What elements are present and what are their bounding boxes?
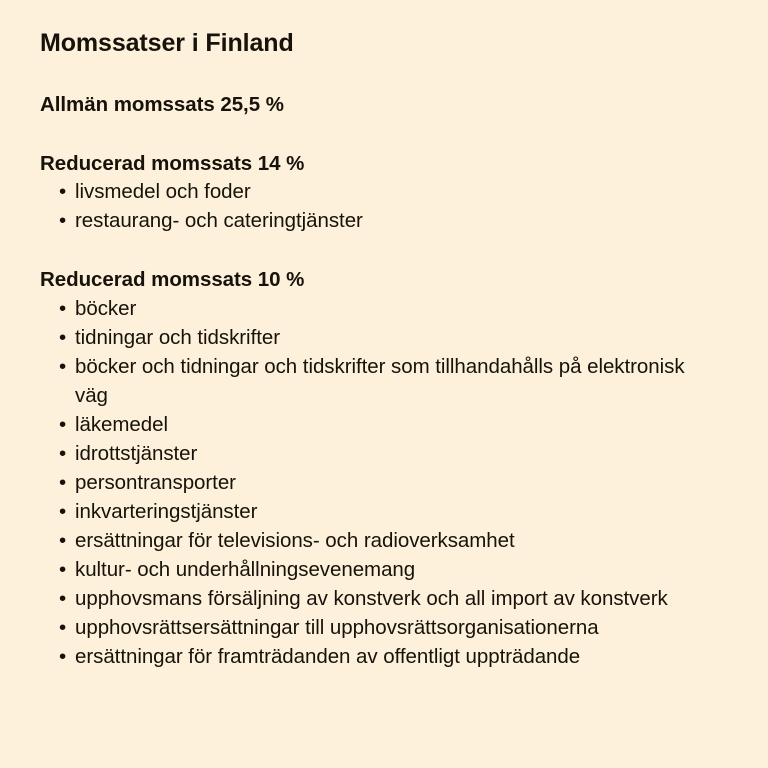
list-item <box>40 323 728 352</box>
list-item-label: upphovsmans försäljning av konstverk och all import av konstverk <box>75 586 668 610</box>
bullet-icon: • <box>59 354 67 378</box>
bullet-icon: • <box>59 470 67 494</box>
section-reduced-vat-10 <box>40 267 728 671</box>
item-list-reduced-10 <box>40 294 728 671</box>
bullet-icon: • <box>59 528 67 552</box>
bullet-icon: • <box>59 325 67 349</box>
list-item-label: kultur- och underhållningsevenemang <box>75 557 416 581</box>
bullet-icon: • <box>59 412 67 436</box>
list-item <box>40 410 728 439</box>
list-item-label: tidningar och tidskrifter <box>75 325 280 349</box>
list-item-label: livsmedel och foder <box>75 180 251 204</box>
section-general-vat-rate <box>40 92 728 118</box>
list-item-label: ersättningar för framträdanden av offentligt uppträdande <box>75 644 581 668</box>
list-item <box>40 294 728 323</box>
bullet-icon: • <box>59 296 67 320</box>
list-item <box>40 642 728 671</box>
section-heading-general: Allmän momssats 25,5 % <box>40 93 284 116</box>
bullet-icon: • <box>59 644 67 668</box>
bullet-icon: • <box>59 209 67 233</box>
list-item <box>40 352 728 410</box>
list-item-label: böcker <box>75 296 137 320</box>
list-item-label: inkvarteringstjänster <box>75 499 258 523</box>
section-heading-reduced-10: Reducerad momssats 10 % <box>40 268 305 292</box>
bullet-icon: • <box>59 499 67 523</box>
bullet-icon: • <box>59 441 67 465</box>
bullet-icon: • <box>59 557 67 581</box>
list-item <box>40 613 728 642</box>
list-item-label: ersättningar för televisions- och radioverksamhet <box>75 528 515 552</box>
bullet-icon: • <box>59 180 67 204</box>
list-item <box>40 177 728 206</box>
bullet-icon: • <box>59 615 67 639</box>
list-item-label: böcker och tidningar och tidskrifter som tillhandahålls på elektronisk väg <box>75 354 685 407</box>
list-item-label: persontransporter <box>75 470 236 494</box>
item-list-reduced-14 <box>40 177 728 235</box>
section-reduced-vat-14 <box>40 151 728 236</box>
list-item <box>40 468 728 497</box>
bullet-icon: • <box>59 586 67 610</box>
list-item <box>40 497 728 526</box>
page-title: Momssatser i Finland <box>40 29 294 57</box>
list-item-label: restaurang- och cateringtjänster <box>75 209 363 233</box>
list-item <box>40 439 728 468</box>
list-item-label: upphovsrättsersättningar till upphovsrättsorganisationerna <box>75 615 599 639</box>
list-item-label: läkemedel <box>75 412 168 436</box>
list-item <box>40 206 728 235</box>
list-item <box>40 584 728 613</box>
list-item-label: idrottstjänster <box>75 441 198 465</box>
section-heading-reduced-14: Reducerad momssats 14 % <box>40 151 305 175</box>
list-item <box>40 526 728 555</box>
list-item <box>40 555 728 584</box>
